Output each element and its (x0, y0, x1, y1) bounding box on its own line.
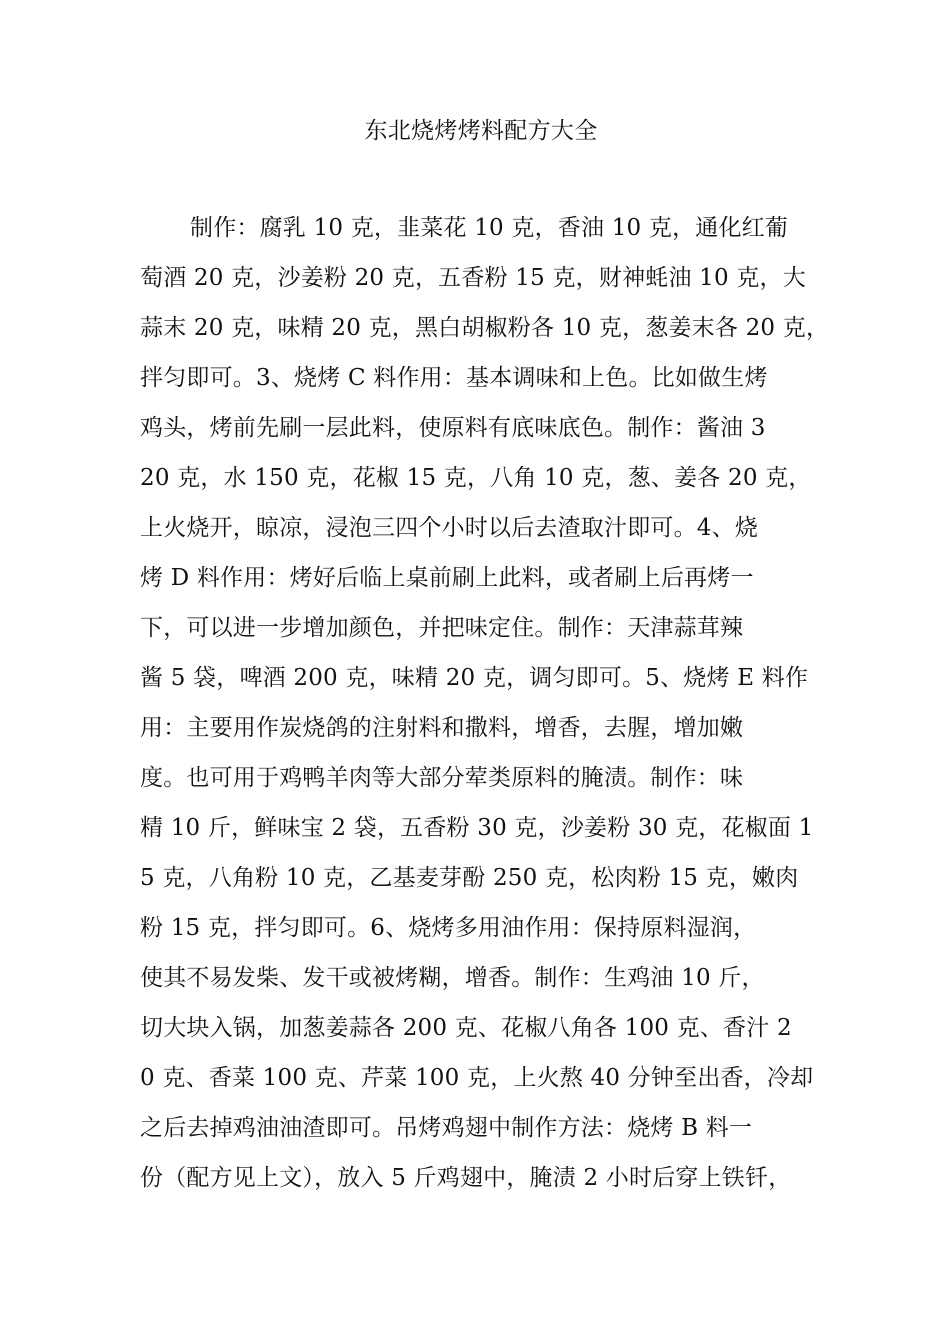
text-line: 切大块入锅，加葱姜蒜各 200 克、花椒八角各 100 克、香汁 2 (140, 1015, 792, 1041)
text-line: 蒜末 20 克，味精 20 克，黑白胡椒粉各 10 克，葱姜末各 20 克， (140, 315, 830, 341)
text-line: 使其不易发柴、发干或被烤糊，增香。制作：生鸡油 10 斤， (140, 965, 765, 991)
text-line: 精 10 斤，鲜味宝 2 袋，五香粉 30 克，沙姜粉 30 克，花椒面 1 (140, 815, 814, 841)
document-body (140, 210, 840, 1210)
text-line: 酱 5 袋，啤酒 200 克，味精 20 克，调匀即可。5、烧烤 E 料作 (140, 665, 809, 691)
text-line: 之后去掉鸡油油渣即可。吊烤鸡翅中制作方法：烧烤 B 料一 (140, 1115, 753, 1141)
text-line: 上火烧开，晾凉，浸泡三四个小时以后去渣取汁即可。4、烧 (140, 515, 759, 541)
text-line: 粉 15 克，拌匀即可。6、烧烤多用油作用：保持原料湿润， (140, 915, 757, 941)
document-title: 东北烧烤烤料配方大全 (364, 118, 598, 144)
text-line: 份（配方见上文），放入 5 斤鸡翅中，腌渍 2 小时后穿上铁钎， (140, 1165, 792, 1191)
text-line: 20 克，水 150 克，花椒 15 克，八角 10 克，葱、姜各 20 克， (140, 465, 812, 491)
text-line: 0 克、香菜 100 克、芹菜 100 克，上火熬 40 分钟至出香，冷却 (140, 1065, 814, 1091)
text-line: 烤 D 料作用：烤好后临上桌前刷上此料，或者刷上后再烤一 (140, 565, 754, 591)
text-line: 萄酒 20 克，沙姜粉 20 克，五香粉 15 克，财神蚝油 10 克，大 (140, 265, 806, 291)
text-line: 度。也可用于鸡鸭羊肉等大部分荤类原料的腌渍。制作：味 (140, 765, 744, 791)
text-line: 制作：腐乳 10 克，韭菜花 10 克，香油 10 克，通化红葡 (190, 215, 789, 241)
text-line: 鸡头，烤前先刷一层此料，使原料有底味底色。制作：酱油 3 (140, 415, 766, 441)
text-line: 用：主要用作炭烧鸽的注射料和撒料，增香，去腥，增加嫩 (140, 715, 744, 741)
text-line: 下，可以进一步增加颜色，并把味定住。制作：天津蒜茸辣 (140, 615, 744, 641)
text-line: 拌匀即可。3、烧烤 C 料作用：基本调味和上色。比如做生烤 (140, 365, 768, 391)
text-line: 5 克，八角粉 10 克，乙基麦芽酚 250 克，松肉粉 15 克，嫩肉 (140, 865, 799, 891)
